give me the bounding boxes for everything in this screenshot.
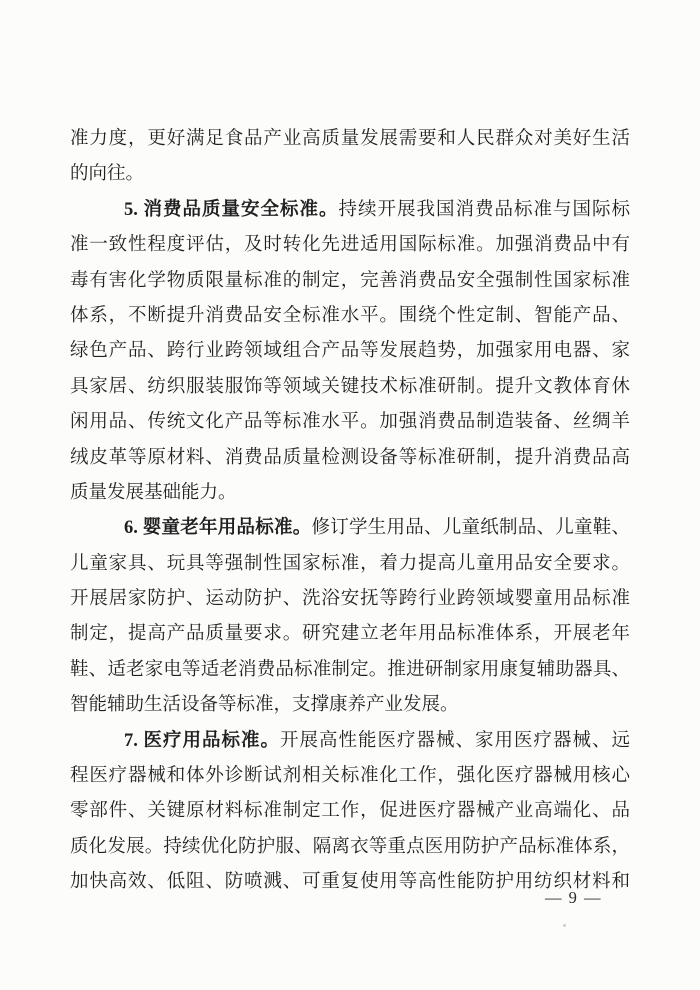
text-line: 质量发展基础能力。	[70, 482, 237, 503]
text-line: 零部件、关键原材料标准制定工作，促进医疗器械产业高端化、品	[70, 801, 630, 822]
text-line: 鞋、适老家电等适老消费品标准制定。推进研制家用康复辅助器具、	[70, 659, 630, 680]
page-number: — 9 —	[545, 888, 602, 907]
text-line: 开展居家防护、运动防护、洗浴安抚等跨行业跨领域婴童用品标准	[70, 589, 630, 610]
text-line: 智能辅助生活设备等标准，支撑康养产业发展。	[70, 695, 459, 716]
text-line: 准一致性程度评估，及时转化先进适用国际标准。加强消费品中有	[70, 235, 630, 256]
text-line: 质化发展。持续优化防护服、隔离衣等重点医用防护产品标准体系，	[70, 836, 630, 857]
text-line: 具家居、纺织服装服饰等领域关键技术标准研制。提升文教体育休	[70, 376, 630, 397]
scan-artifact-dot	[563, 924, 566, 927]
document-body	[70, 122, 630, 901]
text-line: 儿童家具、玩具等强制性国家标准，着力提高儿童用品安全要求。	[70, 553, 630, 574]
paragraph-start-line: 6. 婴童老年用品标准。修订学生用品、儿童纸制品、儿童鞋、	[124, 518, 630, 539]
section-heading: 6. 婴童老年用品标准。	[124, 518, 312, 539]
section-heading: 7. 医疗用品标准。	[124, 730, 280, 751]
text-line: 闲用品、传统文化产品等标准水平。加强消费品制造装备、丝绸羊	[70, 412, 630, 433]
text-line: 毒有害化学物质限量标准的制定，完善消费品安全强制性国家标准	[70, 270, 630, 291]
text-line: 体系，不断提升消费品安全标准水平。围绕个性定制、智能产品、	[70, 305, 630, 326]
paragraph-start-line: 7. 医疗用品标准。开展高性能医疗器械、家用医疗器械、远	[124, 730, 630, 751]
text-line: 准力度，更好满足食品产业高质量发展需要和人民群众对美好生活	[70, 129, 630, 149]
text-line: 程医疗器械和体外诊断试剂相关标准化工作，强化医疗器械用核心	[70, 766, 630, 787]
paragraph-start-line: 5. 消费品质量安全标准。持续开展我国消费品标准与国际标	[124, 199, 630, 220]
text-line: 绿色产品、跨行业跨领域组合产品等发展趋势，加强家用电器、家	[70, 341, 630, 362]
text-line: 制定，提高产品质量要求。研究建立老年用品标准体系，开展老年	[70, 624, 630, 645]
text-line: 绒皮革等原材料、消费品质量检测设备等标准研制，提升消费品高	[70, 447, 630, 468]
section-heading: 5. 消费品质量安全标准。	[124, 199, 339, 220]
text-line: 的向往。	[70, 164, 145, 185]
text-line: 加快高效、低阻、防喷溅、可重复使用等高性能防护用纺织材料和	[70, 872, 630, 893]
